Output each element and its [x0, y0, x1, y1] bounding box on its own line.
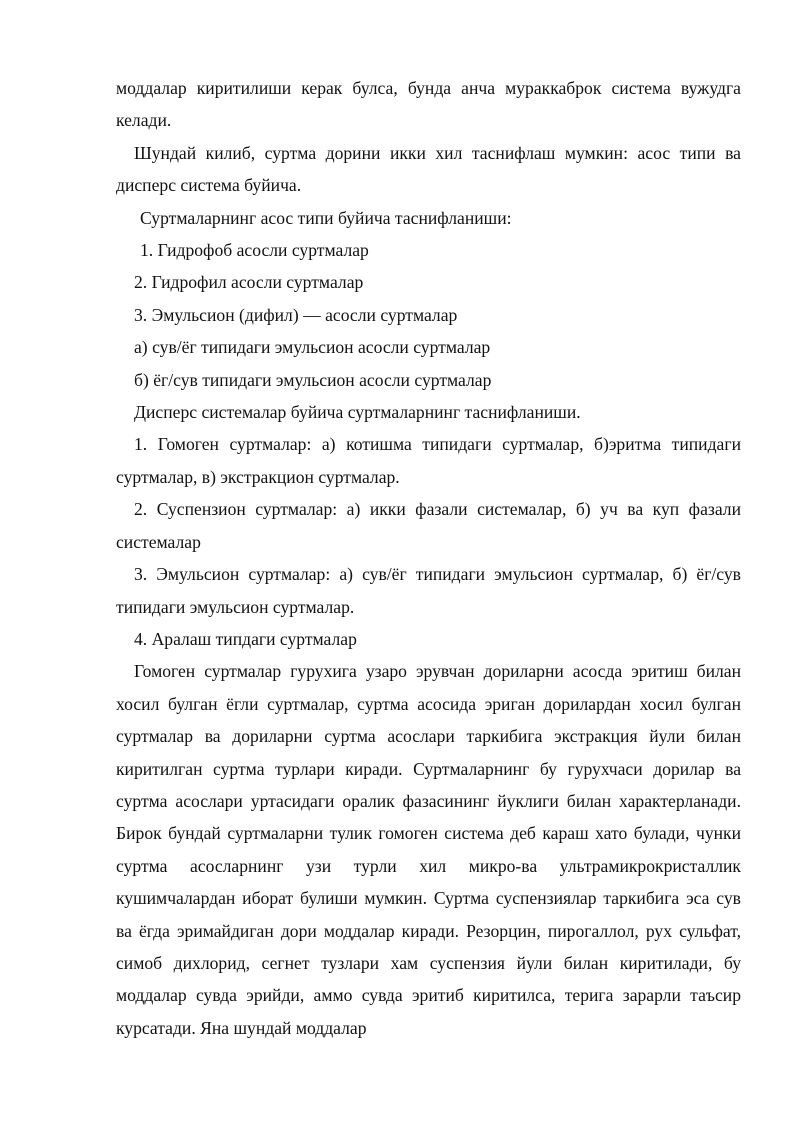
sublist-item-water-oil: а) сув/ёг типидаги эмульсион асосли суртмалар — [134, 337, 491, 358]
heading-disperse-classification: Дисперс системалар буйича суртмаларнинг таснифланиши. — [134, 402, 581, 423]
paragraph-homogeneous-description: Гомоген суртмалар гурухига узаро эрувчан дориларни асосда эритиш билан хосил булган ёгли суртмалар, суртма асосида эриган дорилардан хосил булган суртмалар ва дориларни суртма асослари таркибига экстракция йули билан киритилган суртма турлари киради. Суртмаларнинг бу гурухчаси дорилар ва суртма асослари уртасидаги оралик фазасининг йуклиги билан характерланади. Бирок бундай суртмаларни тулик гомоген система деб караш хато булади, чунки суртма асосларнинг узи турли хил микро-ва ультрамикрокристаллик кушимчалардан иборат булиши мумкин. Суртма суспензиялар таркибига эса сув ва ёгда эримайдиган дори моддалар киради. Резорцин, пирогаллол, рух сульфат, симоб дихлорид, сегнет тузлари хам суспензия йули билан киритилади, бу моддалар сувда эрийди, аммо сувда эритиб киритилса, терига зарарли таъсир курсатади. Яна шундай моддалар — [116, 661, 741, 1038]
list-item-mixed: 4. Аралаш типдаги суртмалар — [134, 628, 357, 649]
list-item-emulsion-base: 3. Эмульсион (дифил) — асосли суртмалар — [134, 304, 458, 325]
heading-base-type-classification: Суртмаларнинг асос типи буйича таснифланиши: — [140, 207, 512, 228]
list-item-homogeneous: 1. Гомоген суртмалар: а) котишма типидаги суртмалар, б)эритма типидаги суртмалар, в) экстракцион суртмалар. — [116, 434, 741, 487]
list-item-hydrophobic: 1. Гидрофоб асосли суртмалар — [140, 240, 369, 261]
sublist-item-oil-water: б) ёг/сув типидаги эмульсион асосли суртмалар — [134, 369, 492, 390]
list-item-suspension: 2. Суспензион суртмалар: а) икки фазали системалар, б) уч ва куп фазали системалар — [116, 499, 741, 552]
list-item-hydrophilic: 2. Гидрофил асосли суртмалар — [134, 272, 364, 293]
document-body — [116, 72, 741, 1044]
list-item-emulsion: 3. Эмульсион суртмалар: а) сув/ёг типидаги эмульсион суртмалар, б) ёг/сув типидаги эмульсион суртмалар. — [116, 564, 741, 617]
paragraph-classification-intro: Шундай килиб, суртма дорини икки хил таснифлаш мумкин: асос типи ва дисперс система буйича. — [116, 142, 741, 196]
paragraph-continuation: моддалар киритилиши керак булса, бунда анча мураккаброк система вужудга келади. — [116, 78, 741, 131]
